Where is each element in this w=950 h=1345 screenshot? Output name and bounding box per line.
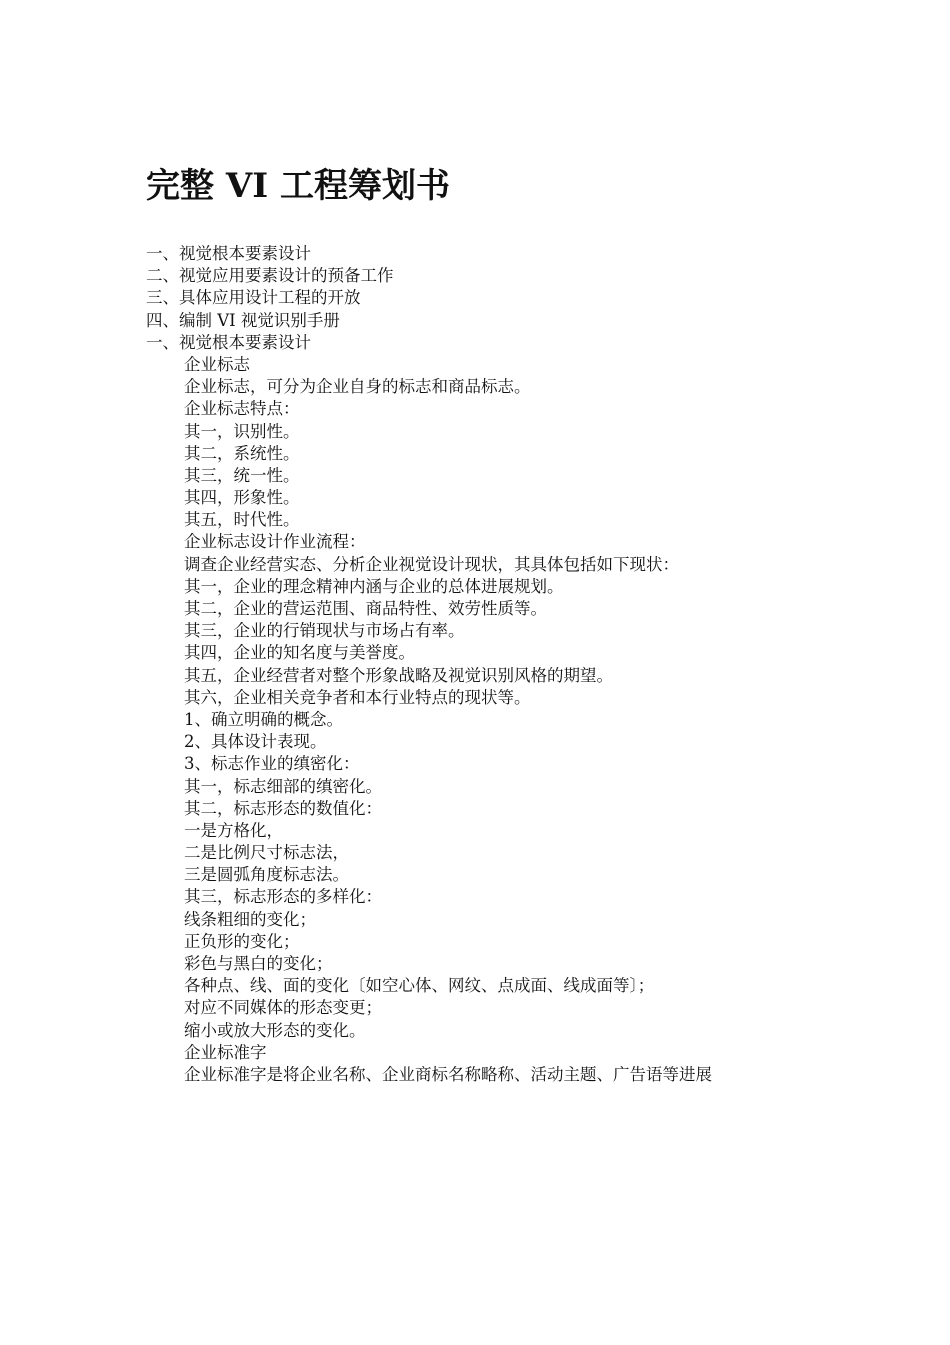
paragraph-line: 企业标志设计作业流程： [184, 532, 366, 552]
numbered-item: 2、具体设计表现。 [184, 732, 327, 752]
list-item: 其三，标志形态的多样化： [184, 887, 382, 907]
list-item: 二是比例尺寸标志法， [184, 843, 349, 863]
list-item: 其五，时代性。 [184, 510, 300, 530]
list-item: 一是方格化， [184, 820, 283, 840]
list-item: 各种点、线、面的变化〔如空心体、网纹、点成面、线成面等〕； [184, 976, 655, 996]
numbered-item: 3、标志作业的缜密化： [184, 754, 360, 774]
document-title: 完整 VI 工程筹划书 [146, 166, 450, 206]
toc-item-3: 三、具体应用设计工程的开放 [146, 288, 361, 308]
paragraph-line: 调查企业经营实态、分析企业视觉设计现状，其具体包括如下现状： [184, 554, 679, 574]
list-item: 其二，企业的营运范围、商品特性、效劳性质等。 [184, 599, 547, 618]
list-item: 其六，企业相关竞争者和本行业特点的现状等。 [184, 687, 531, 707]
list-item: 三是圆弧角度标志法。 [184, 865, 349, 885]
subheading-logo: 企业标志 [184, 354, 250, 374]
list-item: 其四，形象性。 [184, 488, 300, 508]
list-item: 其一，识别性。 [184, 421, 300, 441]
paragraph-line: 企业标志，可分为企业自身的标志和商品标志。 [184, 377, 531, 397]
list-item: 线条粗细的变化； [184, 909, 316, 929]
numbered-item: 1、确立明确的概念。 [184, 709, 343, 729]
list-item: 对应不同媒体的形态变更； [184, 998, 382, 1018]
toc-item-1: 一、视觉根本要素设计 [146, 244, 311, 263]
list-item: 彩色与黑白的变化； [184, 954, 333, 973]
list-item: 其一，企业的理念精神内涵与企业的总体进展规划。 [184, 576, 564, 596]
list-item: 其二，系统性。 [184, 443, 300, 463]
subheading-standard-font: 企业标准字 [184, 1042, 267, 1062]
list-item: 其四，企业的知名度与美誉度。 [184, 643, 415, 663]
list-item: 正负形的变化； [184, 931, 300, 951]
list-item: 其三，统一性。 [184, 465, 300, 485]
list-item: 其三，企业的行销现状与市场占有率。 [184, 621, 465, 641]
list-item: 缩小或放大形态的变化。 [184, 1020, 366, 1040]
toc-item-4: 四、编制 VI 视觉识别手册 [146, 310, 340, 330]
list-item: 其一，标志细部的缜密化。 [184, 776, 382, 796]
list-item: 其二，标志形态的数值化： [184, 798, 382, 818]
document-body [146, 243, 846, 1086]
section-heading: 一、视觉根本要素设计 [146, 332, 311, 352]
paragraph-line: 企业标准字是将企业名称、企业商标名称略称、活动主题、广告语等进展 [184, 1064, 712, 1084]
list-item: 其五，企业经营者对整个形象战略及视觉识别风格的期望。 [184, 665, 613, 685]
paragraph-line: 企业标志特点： [184, 399, 300, 419]
toc-item-2: 二、视觉应用要素设计的预备工作 [146, 266, 394, 286]
